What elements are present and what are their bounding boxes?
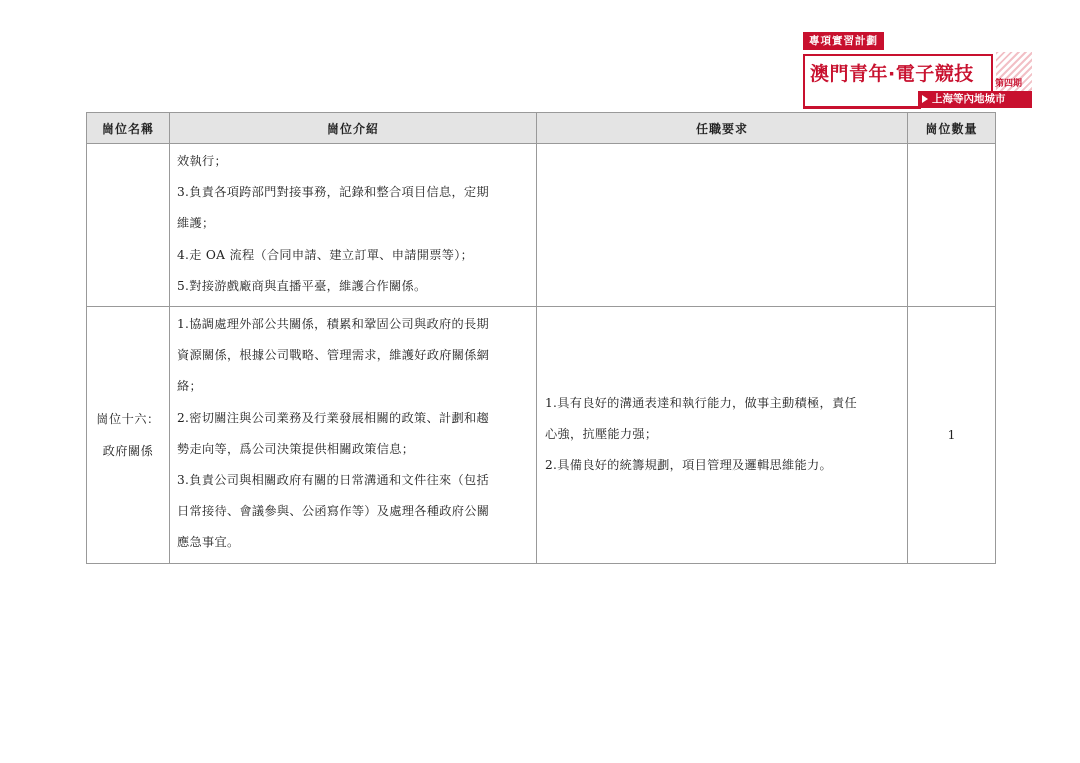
position-count-cell	[908, 144, 996, 307]
description-line: 勢走向等，爲公司決策提供相關政策信息；	[177, 441, 415, 456]
position-name-line: 崗位十六：	[96, 411, 160, 426]
logo-title: 澳門青年·電子競技	[810, 63, 974, 85]
description-line: 4.走 OA 流程（合同申請、建立訂單、申請開票等）；	[177, 247, 474, 262]
header-requirements: 任職要求	[537, 113, 908, 144]
job-positions-table	[86, 112, 996, 564]
requirement-line: 1.具有良好的溝通表達和執行能力，做事主動積極，責任	[545, 396, 857, 411]
position-count-cell: 1	[908, 307, 996, 564]
description-line: 3.負責公司與相關政府有關的日常溝通和文件往來（包括	[177, 473, 489, 488]
description-line: 日常接待、會議參與、公函寫作等）及處理各種政府公關	[177, 504, 490, 519]
description-line: 3.負責各項跨部門對接事務，記錄和整合項目信息，定期	[177, 185, 489, 200]
requirements-cell	[537, 144, 908, 307]
header-position-name: 崗位名稱	[87, 113, 170, 144]
requirement-line: 2.具備良好的統籌規劃，項目管理及邏輯思維能力。	[545, 458, 832, 473]
logo-base-bar	[803, 106, 921, 109]
position-name-line: 政府關係	[102, 443, 154, 458]
table-header-row	[87, 113, 996, 144]
table-row	[87, 307, 996, 564]
table-row	[87, 144, 996, 307]
description-line: 2.密切關注與公司業務及行業發展相關的政策、計劃和趨	[177, 410, 489, 425]
description-line: 維護；	[177, 216, 215, 231]
description-line: 5.對接游戲廠商與直播平臺，維護合作關係。	[177, 278, 427, 293]
program-logo	[800, 32, 1036, 112]
position-name-cell	[87, 307, 170, 564]
header-position-description: 崗位介紹	[170, 113, 537, 144]
logo-issue: 第四期	[995, 79, 1023, 89]
logo-subtitle-text: 上海等內地城市	[932, 93, 1006, 105]
description-line: 應急事宜。	[177, 535, 240, 550]
header-position-count: 崗位數量	[908, 113, 996, 144]
position-description-cell	[170, 307, 537, 564]
requirement-line: 心強，抗壓能力强；	[545, 427, 658, 442]
logo-tag: 專項實習計劃	[803, 32, 884, 50]
description-line: 效執行；	[177, 154, 227, 168]
play-arrow-icon	[922, 95, 928, 103]
position-name-cell	[87, 144, 170, 307]
logo-subtitle	[918, 91, 1032, 108]
position-description-cell	[170, 144, 537, 307]
requirements-cell	[537, 307, 908, 564]
description-line: 資源關係，根據公司戰略、管理需求，維護好政府關係網	[177, 348, 490, 363]
description-line: 絡；	[177, 379, 202, 394]
description-line: 1.協調處理外部公共關係，積累和鞏固公司與政府的長期	[177, 317, 489, 332]
